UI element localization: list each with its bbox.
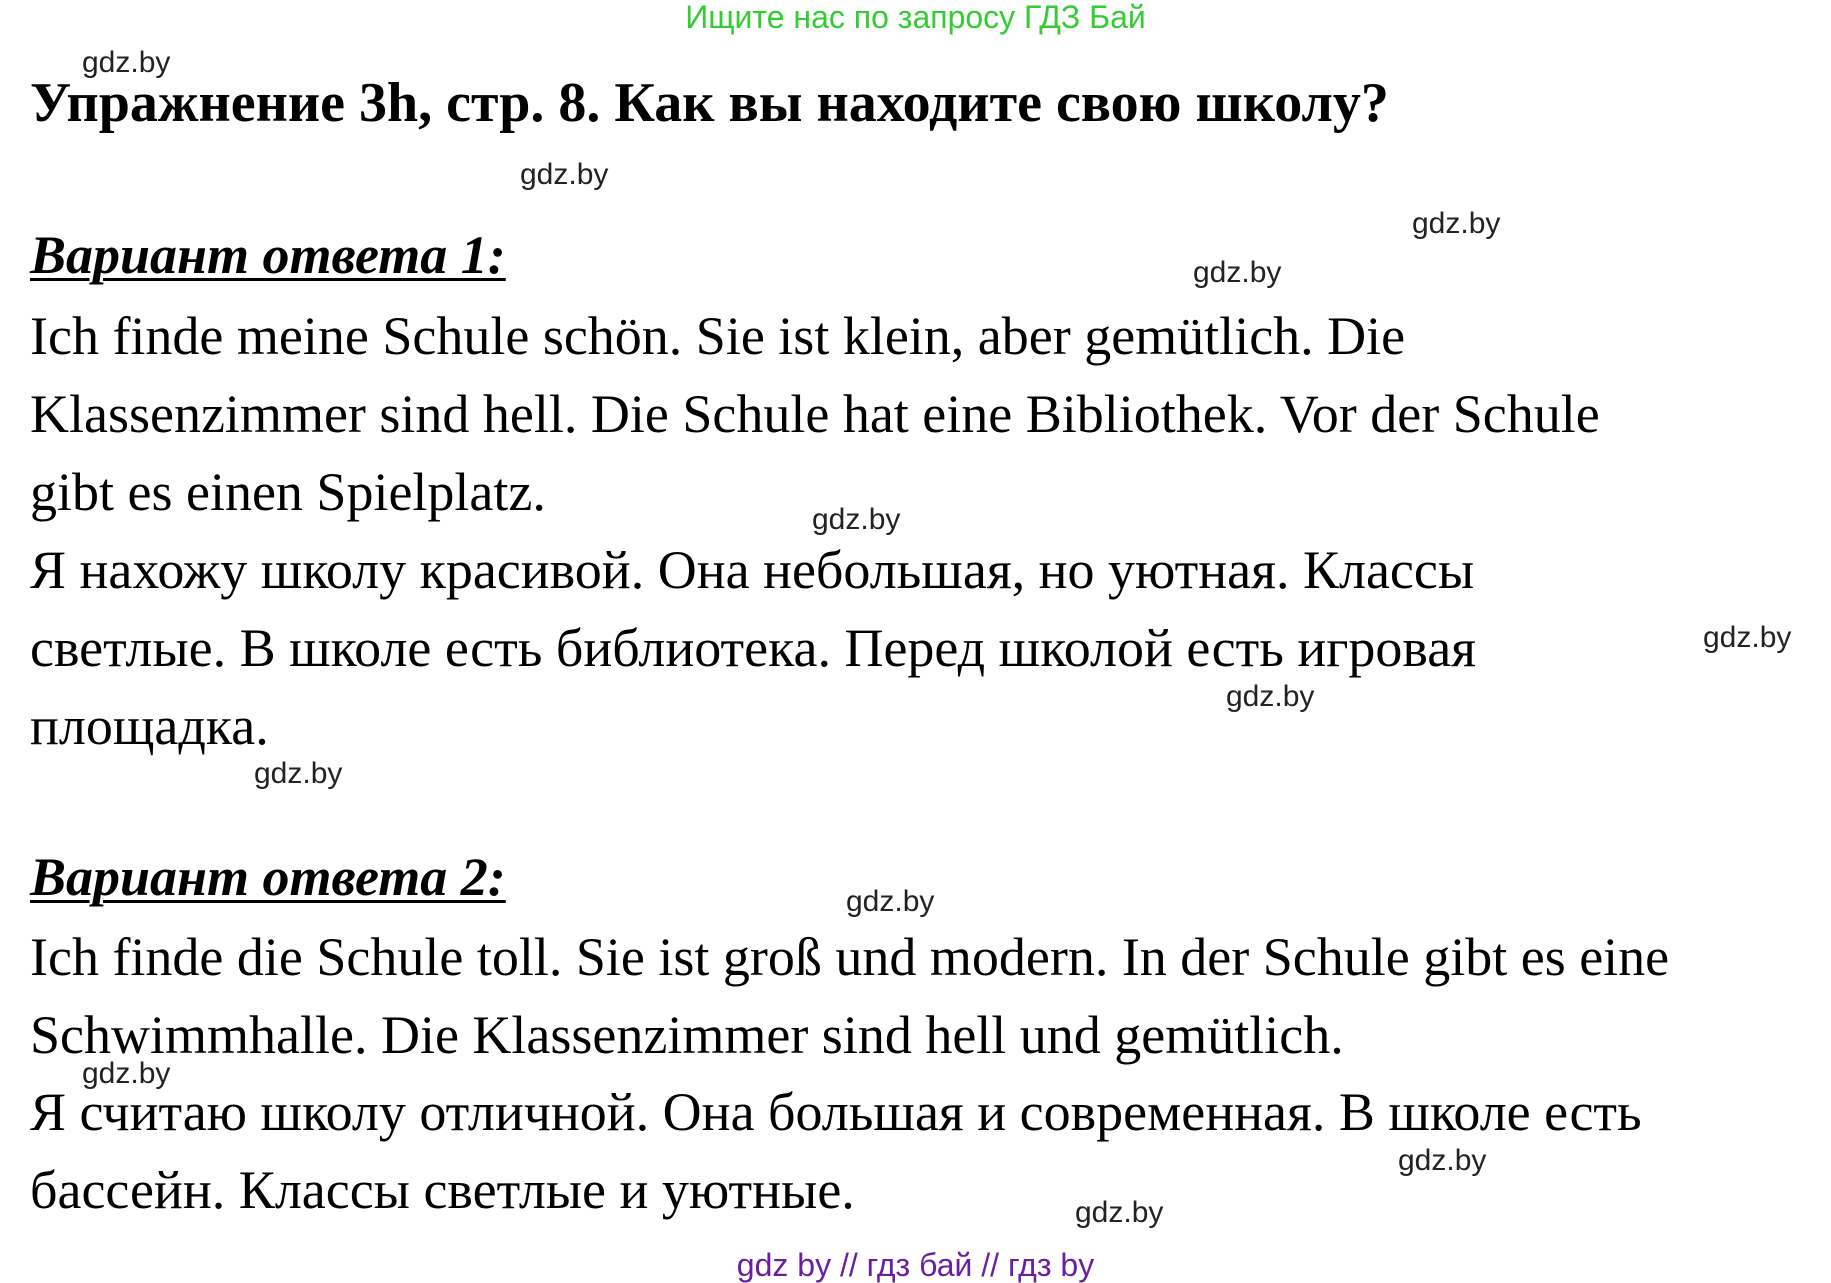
text-line: Я нахожу школу красивой. Она небольшая, но уютная. Классы [30, 540, 1475, 600]
variant-1-heading: Вариант ответа 1: [30, 225, 506, 285]
variant-1-russian-text [30, 531, 1476, 765]
watermark: gdz.by [1226, 680, 1315, 713]
watermark: gdz.by [1398, 1144, 1487, 1177]
footer-links: gdz by // гдз бай // гдз by [736, 1247, 1095, 1283]
variant-2-german-text [30, 918, 1669, 1074]
text-line: Я считаю школу отличной. Она большая и современная. В школе есть [30, 1082, 1642, 1142]
text-line: Ich finde meine Schule schön. Sie ist klein, aber gemütlich. Die [30, 306, 1406, 366]
watermark: gdz.by [82, 1057, 171, 1090]
text-line: площадка. [30, 696, 269, 756]
text-line: Klassenzimmer sind hell. Die Schule hat eine Bibliothek. Vor der Schule [30, 384, 1600, 444]
watermark: gdz.by [846, 885, 935, 918]
text-line: светлые. В школе есть библиотека. Перед школой есть игровая [30, 618, 1477, 678]
exercise-title: Упражнение 3h, стр. 8. Как вы находите свою школу? [30, 72, 1389, 134]
text-line: Schwimmhalle. Die Klassenzimmer sind hell und gemütlich. [30, 1005, 1344, 1065]
search-banner: Ищите нас по запросу ГДЗ Бай [685, 0, 1146, 35]
watermark: gdz.by [254, 757, 343, 790]
watermark: gdz.by [812, 503, 901, 536]
variant-2-heading: Вариант ответа 2: [30, 847, 506, 907]
variant-1-german-text [30, 297, 1600, 531]
text-line: gibt es einen Spielplatz. [30, 462, 546, 522]
watermark: gdz.by [1193, 256, 1282, 289]
watermark: gdz.by [82, 46, 171, 79]
text-line: бассейн. Классы светлые и уютные. [30, 1160, 855, 1220]
watermark: gdz.by [520, 158, 609, 191]
watermark: gdz.by [1412, 207, 1501, 240]
watermark: gdz.by [1075, 1196, 1164, 1229]
text-line: Ich finde die Schule toll. Sie ist groß und modern. In der Schule gibt es eine [30, 927, 1670, 987]
watermark: gdz.by [1703, 621, 1792, 654]
